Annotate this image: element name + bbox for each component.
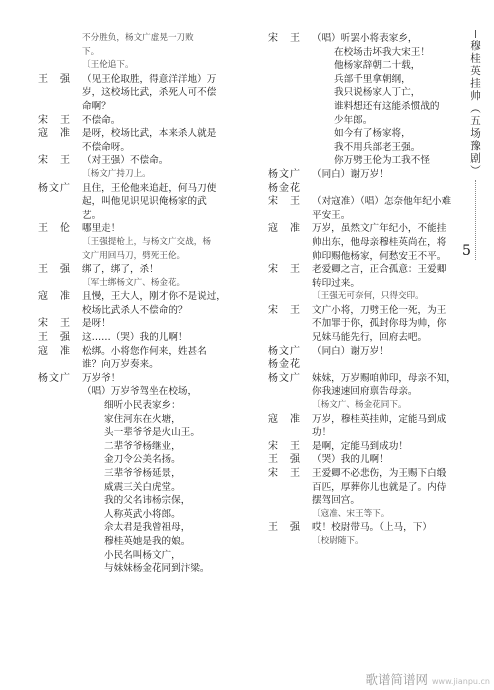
dialogue-body bbox=[82, 263, 253, 290]
dialogue-entry bbox=[38, 154, 253, 181]
spoken-line: 你我速速回府禀告母亲。 bbox=[312, 386, 418, 398]
dialogue-body bbox=[312, 521, 458, 548]
speaker-name: 宋 王 bbox=[38, 114, 71, 126]
dialogue-entry bbox=[268, 263, 458, 304]
spoken-line: 功！ bbox=[312, 427, 332, 439]
dialogue-body bbox=[82, 317, 253, 331]
dialogue-body bbox=[82, 127, 253, 154]
dialogue-body bbox=[82, 222, 253, 263]
spoken-line: 且住，王伦他来追赶，何马刀使 bbox=[82, 182, 217, 194]
side-title: 穆桂英挂帅（五场豫剧） bbox=[464, 38, 486, 180]
spoken-line: 转印过来。 bbox=[312, 277, 360, 289]
dialogue-body bbox=[312, 345, 458, 359]
dialogue-entry bbox=[268, 453, 458, 467]
spoken-line: 不偿命呀。 bbox=[82, 141, 130, 153]
dialogue-body bbox=[312, 304, 458, 345]
sung-line: 兵部千里拿朝纲， bbox=[334, 73, 411, 85]
stage-direction: 〔杨文广持刀上。 bbox=[82, 168, 151, 179]
speaker-name: 杨金花 bbox=[268, 359, 301, 371]
dialogue-entry bbox=[38, 372, 253, 576]
dialogue-entry bbox=[38, 222, 253, 263]
stage-direction: 〔军士绑杨文广、杨金花。 bbox=[82, 277, 186, 288]
dialogue-body bbox=[82, 331, 253, 345]
dialogue-body bbox=[82, 372, 253, 576]
spoken-line: 万岁，穆桂英挂帅，定能马到成 bbox=[312, 413, 447, 425]
speaker-name: 宋 王 bbox=[38, 155, 71, 167]
sung-line: 在校场击坏我大宋王！ bbox=[334, 46, 430, 58]
stage-direction: 下。 bbox=[82, 46, 100, 57]
dialogue-body bbox=[312, 168, 458, 182]
sung-line: 头一辈爷爷是火山王。 bbox=[104, 427, 200, 439]
spoken-line: 文广小将，刀劈王伦一死，为王 bbox=[312, 304, 447, 316]
sung-line: 金刀令公美名扬。 bbox=[104, 454, 181, 466]
page-number: 5 bbox=[462, 243, 471, 259]
dialogue-entry bbox=[268, 358, 458, 372]
sung-line: （唱）万岁爷驾坐在校场， bbox=[82, 386, 198, 398]
spoken-line: 是啊，定能马到成功！ bbox=[312, 440, 408, 452]
spoken-line: 艺。 bbox=[82, 209, 102, 221]
stage-direction: 〔王伦追下。 bbox=[82, 60, 134, 71]
sung-line: 细听小民表家乡： bbox=[104, 400, 181, 412]
speaker-name: 宋 王 bbox=[268, 468, 301, 479]
speaker-name: 杨文广 bbox=[268, 372, 301, 384]
spoken-line: 万岁，虽然文广年纪小，不能挂 bbox=[312, 223, 447, 235]
sung-line: （唱）听罢小将表家乡， bbox=[312, 33, 418, 44]
side-header bbox=[460, 30, 490, 640]
spoken-line: 万岁爷！ bbox=[82, 372, 121, 384]
spoken-line: （同白）谢万岁！ bbox=[312, 168, 389, 180]
spoken-line: 且慢，王大人，刚才你不是说过， bbox=[82, 291, 226, 303]
dialogue-body bbox=[312, 372, 458, 413]
spoken-line: 不加罪于你，孤封你母为帅，你 bbox=[312, 318, 447, 330]
sung-line: 二辈爷爷杨继业， bbox=[104, 440, 181, 452]
dialogue-entry bbox=[268, 32, 458, 168]
sung-line: 我不用兵部老王强。 bbox=[334, 141, 421, 153]
spoken-line: 是呀！ bbox=[82, 318, 111, 330]
sung-line: 威震三关白虎堂。 bbox=[104, 481, 181, 493]
dialogue-entry bbox=[268, 345, 458, 359]
spoken-line: 百匹，厚葬你儿也就是了。内侍 bbox=[312, 481, 447, 493]
dialogue-body bbox=[82, 345, 253, 372]
spoken-line: （对王强）不偿命。 bbox=[82, 155, 169, 167]
stage-direction: 〔校尉随下。 bbox=[312, 535, 364, 546]
sung-line: 与妹妹杨金花同到汴梁。 bbox=[104, 563, 210, 575]
stage-direction: 不分胜负，杨文广虚晃一刀败 bbox=[82, 33, 194, 43]
speaker-name: 寇 准 bbox=[268, 413, 301, 425]
speaker-name: 杨文广 bbox=[38, 182, 71, 194]
spoken-line: 起，叫他见识见识俺杨家的武 bbox=[82, 196, 207, 208]
dialogue-entry bbox=[38, 127, 253, 154]
speaker-name: 杨文广 bbox=[268, 168, 301, 180]
spoken-line: 王爱卿不必悲伤，为王赐下白缎 bbox=[312, 468, 447, 479]
speaker-name: 宋 王 bbox=[268, 440, 301, 452]
spoken-line: 校场比武杀人不偿命的？ bbox=[82, 304, 188, 316]
dialogue-entry bbox=[268, 304, 458, 345]
spoken-line: （见王伦取胜，得意洋洋地）万 bbox=[82, 73, 217, 85]
dialogue-entry bbox=[38, 73, 253, 114]
speaker-name: 宋 王 bbox=[268, 264, 301, 276]
speaker-name: 宋 王 bbox=[268, 304, 301, 316]
sung-line: 谁料想还有这能杀惯战的 bbox=[334, 100, 440, 112]
stage-direction: 〔杨文广、杨金花同下。 bbox=[312, 400, 407, 411]
spoken-line: 哎！校尉带马。（上马，下） bbox=[312, 522, 432, 534]
sung-line: 佘太君是我曾祖母， bbox=[104, 522, 191, 534]
sung-line: 你万劈王伦为工我不怪 bbox=[334, 155, 430, 167]
spoken-line: 岁，这校场比武，杀死人可不偿 bbox=[82, 87, 217, 99]
dialogue-entry bbox=[38, 290, 253, 317]
spoken-line: 摆驾回宫。 bbox=[312, 495, 360, 507]
dialogue-body bbox=[312, 195, 458, 222]
spoken-line: 老爱卿之言，正合孤意：王爱卿 bbox=[312, 264, 447, 276]
dialogue-body bbox=[82, 290, 253, 317]
dialogue-entry bbox=[268, 182, 458, 196]
speaker-name: 寇 准 bbox=[268, 223, 301, 235]
sung-line: 人称英武小将郎。 bbox=[104, 508, 181, 520]
watermark bbox=[365, 670, 490, 688]
speaker-name: 王 强 bbox=[38, 332, 71, 344]
dialogue-entry bbox=[268, 195, 458, 222]
dialogue-entry bbox=[38, 182, 253, 223]
dialogue-body bbox=[312, 467, 458, 521]
speaker-name: 杨文广 bbox=[268, 345, 301, 357]
spoken-line: 兄妹马能先行，回府去吧。 bbox=[312, 332, 428, 344]
dialogue-entry bbox=[268, 521, 458, 548]
spoken-line: 帅印赐他杨家，何愁安王不平。 bbox=[312, 250, 447, 262]
sung-line: 家住河东在火塘， bbox=[104, 413, 181, 425]
dialogue-body bbox=[312, 263, 458, 304]
speaker-name: 寇 准 bbox=[38, 345, 71, 357]
speaker-name: 王 强 bbox=[38, 264, 71, 276]
speaker-name: 王 强 bbox=[268, 522, 301, 534]
empty-line bbox=[312, 182, 458, 196]
dialogue-entry bbox=[268, 168, 458, 182]
speaker-name: 宋 王 bbox=[268, 196, 301, 208]
dialogue-body bbox=[82, 32, 253, 73]
stage-direction: 〔王强无可奈何，只得交印。 bbox=[312, 291, 424, 302]
spoken-line: 这……（哭）我的儿啊！ bbox=[82, 332, 188, 344]
dialogue-entry bbox=[38, 317, 253, 331]
speaker-name: 宋 王 bbox=[268, 33, 301, 44]
dialogue-body bbox=[312, 453, 458, 467]
spoken-line: 妹妹，万岁赐咱帅印，母亲不知， bbox=[312, 372, 456, 384]
spoken-line: 松绑。小将您作何来，姓甚名 bbox=[82, 345, 207, 357]
dialogue-body bbox=[82, 154, 253, 181]
dialogue-entry bbox=[38, 345, 253, 372]
left-column bbox=[38, 32, 253, 576]
dialogue-entry bbox=[268, 467, 458, 521]
spoken-line: 不偿命。 bbox=[82, 114, 121, 126]
speaker-name: 寇 准 bbox=[38, 291, 71, 303]
sung-line: 我的父名讳杨宗保， bbox=[104, 495, 191, 507]
dialogue-entry bbox=[268, 222, 458, 263]
right-column bbox=[268, 32, 458, 549]
stage-direction: 〔王强提枪上，与杨文广交战，杨 bbox=[82, 236, 211, 247]
spoken-line: 命啊？ bbox=[82, 100, 111, 112]
dialogue-entry bbox=[38, 263, 253, 290]
spoken-line: 哪里走！ bbox=[82, 223, 121, 235]
spoken-line: （哭）我的儿啊！ bbox=[312, 454, 389, 466]
spoken-line: 帅出东，他母亲穆桂英尚在，将 bbox=[312, 236, 447, 248]
watermark-text: 歌谱简谱网 bbox=[365, 672, 428, 687]
sung-line: 穆桂英她是我的娘。 bbox=[104, 535, 191, 547]
speaker-name: 杨文广 bbox=[38, 372, 71, 384]
spoken-line: 谁？向万岁奏来。 bbox=[82, 359, 159, 371]
stage-direction: 文广用回马刀，劈死王伦。 bbox=[82, 250, 186, 261]
sung-line: 少年郎。 bbox=[334, 114, 373, 126]
speaker-name: 寇 准 bbox=[38, 128, 71, 140]
watermark-url: www.jianpu.cn bbox=[431, 677, 490, 686]
dialogue-body bbox=[312, 182, 458, 196]
dialogue-entry bbox=[268, 413, 458, 440]
dialogue-entry bbox=[268, 440, 458, 454]
speaker-name: 杨金花 bbox=[268, 182, 301, 194]
sung-line: 三辈爷爷杨延景， bbox=[104, 468, 181, 479]
dialogue-body bbox=[312, 358, 458, 372]
speaker-name: 宋 王 bbox=[38, 318, 71, 330]
dialogue-entry bbox=[38, 331, 253, 345]
sung-line: 我只说杨家人丁亡， bbox=[334, 87, 421, 99]
dialogue-body bbox=[82, 182, 253, 223]
dialogue-entry bbox=[268, 372, 458, 413]
speaker-name: 王 伦 bbox=[38, 223, 71, 235]
dialogue-body bbox=[312, 222, 458, 263]
dialogue-body bbox=[82, 114, 253, 128]
dialogue-body bbox=[312, 413, 458, 440]
dialogue-body bbox=[312, 32, 458, 168]
dialogue-entry bbox=[38, 32, 253, 73]
sung-line: 小民名叫杨文广， bbox=[104, 549, 181, 561]
dialogue-entry bbox=[38, 114, 253, 128]
spoken-line: （对寇准）（唱）怎奈他年纪小难 bbox=[312, 196, 452, 208]
spoken-line: （同白）谢万岁！ bbox=[312, 345, 389, 357]
spoken-line: 是呀，校场比武，本来杀人就是 bbox=[82, 128, 217, 140]
spoken-line: 平安王。 bbox=[312, 209, 351, 221]
spoken-line: 绑了，绑了，杀！ bbox=[82, 264, 159, 276]
speaker-name: 王 强 bbox=[38, 73, 71, 85]
sung-line: 他杨家辞朝二十载， bbox=[334, 60, 421, 72]
stage-direction: 〔寇准、宋王等下。 bbox=[312, 508, 390, 519]
dialogue-body bbox=[312, 440, 458, 454]
side-rule-dotted bbox=[475, 180, 476, 260]
empty-line bbox=[312, 358, 458, 372]
dialogue-body bbox=[82, 73, 253, 114]
sung-line: 如今有了杨家将， bbox=[334, 128, 411, 140]
speaker-name: 王 强 bbox=[268, 454, 301, 466]
